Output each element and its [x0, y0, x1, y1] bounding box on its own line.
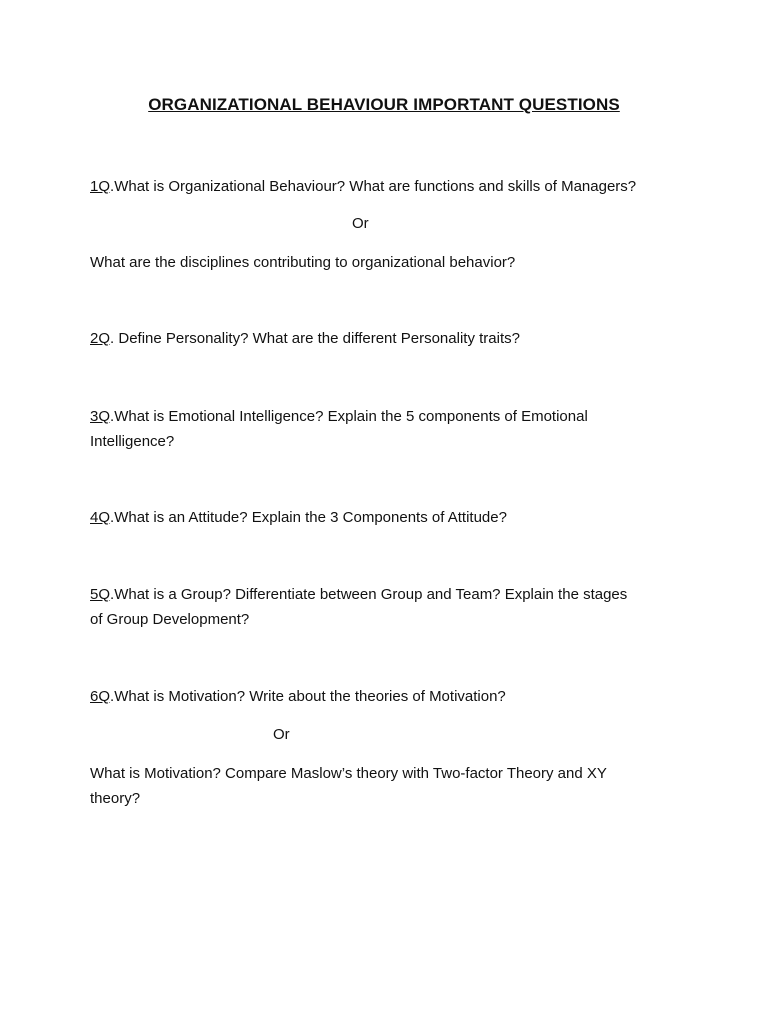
- question-3: [90, 404, 690, 429]
- question-6: [90, 684, 690, 709]
- question-5-continued: of Group Development?: [90, 611, 250, 628]
- question-2: [90, 326, 690, 351]
- question-number: 1Q: [90, 178, 111, 195]
- question-number: 6Q: [90, 688, 111, 705]
- question-separator: .: [110, 408, 115, 425]
- question-3-continued: Intelligence?: [90, 433, 175, 450]
- question-separator: .: [110, 330, 119, 347]
- question-number: 2Q: [90, 330, 111, 347]
- question-6-alternative: What is Motivation? Compare Maslow’s theory with Two-factor Theory and XY: [90, 765, 607, 782]
- question-text: What is an Attitude? Explain the 3 Components of Attitude?: [114, 509, 507, 526]
- question-1-alternative: What are the disciplines contributing to organizational behavior?: [90, 254, 516, 271]
- question-text: What is Motivation? Write about the theories of Motivation?: [114, 688, 506, 705]
- question-separator: .: [110, 688, 115, 705]
- or-separator: Or: [352, 215, 369, 232]
- question-6-alternative-continued: theory?: [90, 790, 141, 807]
- question-number: 4Q: [90, 509, 111, 526]
- question-4: [90, 505, 690, 530]
- question-1: [90, 174, 690, 199]
- question-text: Define Personality? What are the different Personality traits?: [118, 330, 520, 347]
- or-separator: Or: [273, 726, 290, 743]
- question-text: What is Organizational Behaviour? What are functions and skills of Managers?: [114, 178, 637, 195]
- question-number: 5Q: [90, 586, 111, 603]
- question-5: [90, 582, 690, 607]
- question-text: What is Emotional Intelligence? Explain the 5 components of Emotional: [114, 408, 588, 425]
- page-title: ORGANIZATIONAL BEHAVIOUR IMPORTANT QUESTIONS: [148, 95, 620, 114]
- question-separator: .: [110, 509, 115, 526]
- question-number: 3Q: [90, 408, 111, 425]
- question-separator: .: [110, 178, 115, 195]
- question-separator: .: [110, 586, 115, 603]
- question-text: What is a Group? Differentiate between Group and Team? Explain the stages: [114, 586, 628, 603]
